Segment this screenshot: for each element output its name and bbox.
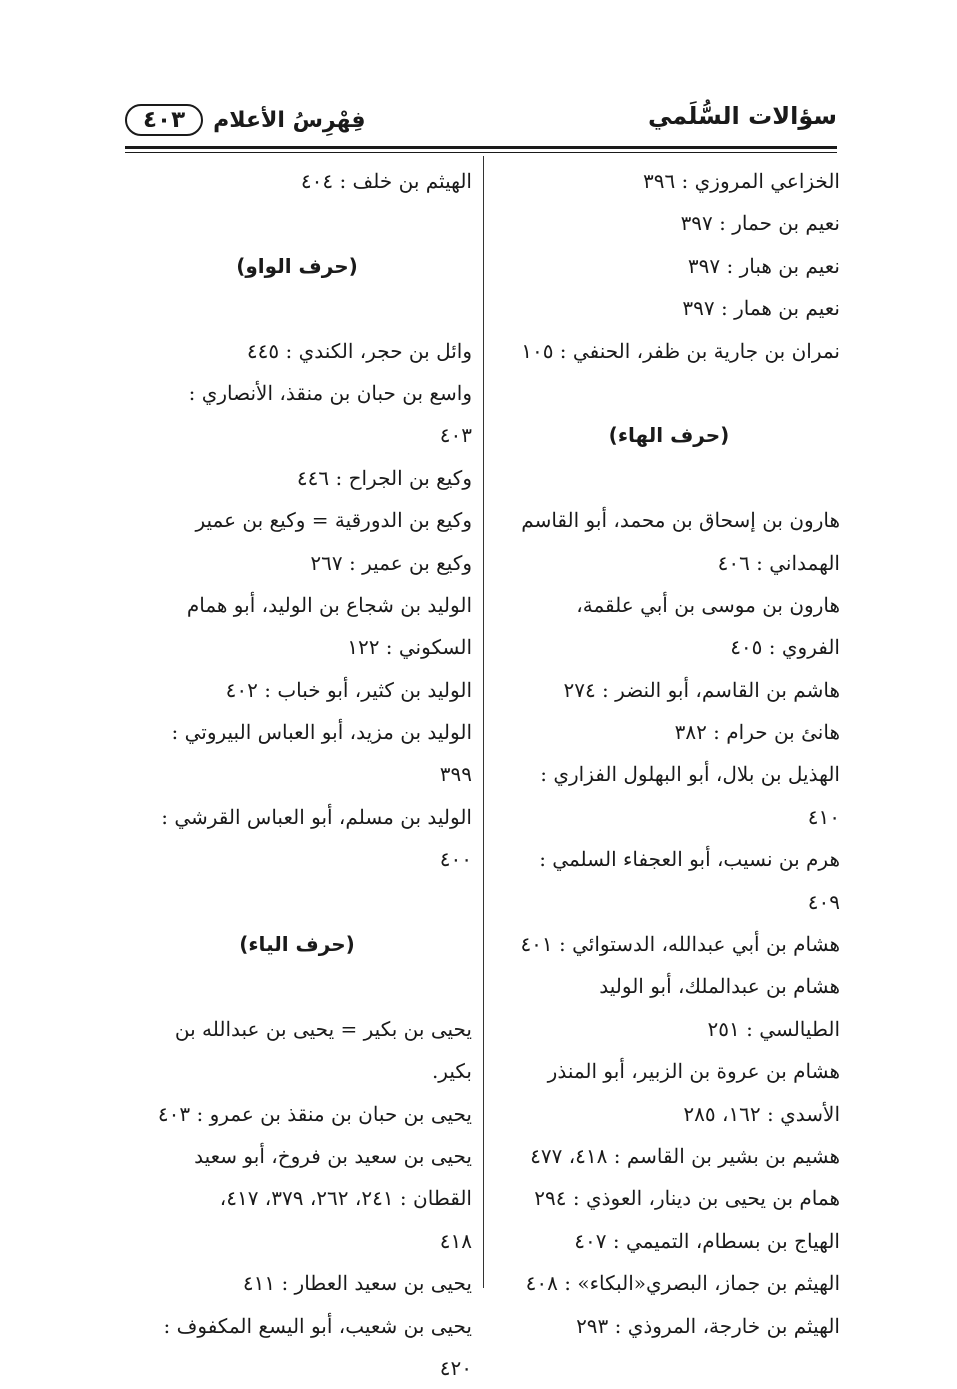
index-entry: هاشم بن القاسم، أبو النضر : ٢٧٤ xyxy=(563,677,840,702)
index-entry: الوليد بن كثير، أبو خباب : ٤٠٢ xyxy=(225,677,472,702)
index-entry: هشام بن عبدالملك، أبو الوليد xyxy=(599,974,840,999)
index-entry: يحيى بن بكير = يحيى بن عبدالله بن xyxy=(174,1016,472,1041)
index-entry: هرم بن نسيب، أبو العجفاء السلمي : xyxy=(539,847,840,872)
index-entry-continuation: ٤١٨ xyxy=(439,1228,472,1253)
header-section-group xyxy=(125,98,366,142)
letter-heading: (حرف الواو) xyxy=(236,253,358,278)
index-entry: الهيثم بن جماز، البصري«البكاء» : ٤٠٨ xyxy=(525,1271,840,1296)
index-entry: هشيم بن بشير بن القاسم : ٤١٨، ٤٧٧ xyxy=(530,1143,840,1168)
spacer xyxy=(122,287,472,329)
index-entry-continuation: الطيالسي : ٢٥١ xyxy=(707,1016,840,1041)
index-entry: واسع بن حبان بن منقذ، الأنصاري : xyxy=(188,380,472,405)
page-number: ٤٠٣ xyxy=(125,104,203,136)
spacer xyxy=(122,202,472,244)
section-title: فِهْرِسُ الأعلام xyxy=(213,107,366,133)
index-entry-continuation: الأسدي : ١٦٢، ٢٨٥ xyxy=(683,1101,840,1126)
index-entry-continuation: ٤٠٠ xyxy=(439,847,472,872)
index-entry: هارون بن إسحاق بن محمد، أبو القاسم xyxy=(521,508,840,533)
spacer xyxy=(122,965,472,1007)
index-entry-continuation: الهمداني : ٤٠٦ xyxy=(717,550,840,575)
index-entry: وكيع بن الدورقية = وكيع بن عمير xyxy=(195,508,472,533)
index-entry: وكيع بن الجراح : ٤٤٦ xyxy=(296,465,472,490)
index-entry: يحيى بن سعيد العطار : ٤١١ xyxy=(242,1271,472,1296)
page-header xyxy=(125,98,837,144)
right-column xyxy=(498,160,840,1347)
index-entry: وكيع بن عمير : ٢٦٧ xyxy=(310,550,472,575)
left-column xyxy=(122,160,472,1389)
index-entry: يحيى بن حبان بن منقذ بن عمرو : ٤٠٣ xyxy=(157,1101,472,1126)
index-entry: نعيم بن همار : ٣٩٧ xyxy=(682,296,840,321)
index-entry: الوليد بن مزيد، أبو العباس البيروتي : xyxy=(171,720,472,745)
index-entry-continuation: الفروي : ٤٠٥ xyxy=(730,635,840,660)
index-entry: الهياج بن بسطام، التميمي : ٤٠٧ xyxy=(574,1228,840,1253)
index-entry-continuation: ٤٠٣ xyxy=(439,423,472,448)
index-entry: هشام بن عروة بن الزبير، أبو المنذر xyxy=(547,1059,840,1084)
index-entry-continuation: بكير. xyxy=(431,1059,472,1084)
header-rule-thick xyxy=(125,146,837,149)
book-title: سؤالات السُّلَمي xyxy=(647,102,837,130)
spacer xyxy=(122,881,472,923)
index-entry: الهيثم بن خلف : ٤٠٤ xyxy=(300,169,472,193)
index-entry: وائل بن حجر، الكندي : ٤٤٥ xyxy=(246,338,472,363)
index-entry: هانئ بن حرام : ٣٨٢ xyxy=(674,720,840,745)
index-entry: نعيم بن حمار : ٣٩٧ xyxy=(680,211,840,236)
spacer xyxy=(498,457,840,499)
index-entry-continuation: ٣٩٩ xyxy=(439,762,472,787)
header-rule-thin xyxy=(125,152,837,153)
index-entry: هارون بن موسى بن أبي علقمة، xyxy=(576,592,840,617)
index-entry: الخزاعي المروزي : ٣٩٦ xyxy=(642,169,840,193)
column-divider xyxy=(483,156,484,1288)
index-entry-continuation: ٤٢٠ xyxy=(439,1355,472,1380)
index-entry: الهيثم بن خارجة، المروذي : ٢٩٣ xyxy=(576,1313,840,1338)
index-entry: همام بن يحيى بن دينار، العوذي : ٢٩٤ xyxy=(534,1186,840,1211)
index-entry: هشام بن أبي عبدالله، الدستوائي : ٤٠١ xyxy=(520,932,840,957)
index-entry-continuation: ٤٠٩ xyxy=(807,889,840,914)
index-entry-continuation: ٤١٠ xyxy=(807,804,840,829)
index-entry: الهذيل بن بلال، أبو البهلول الفزاري : xyxy=(540,762,840,787)
index-entry: يحيى بن سعيد بن فروخ، أبو سعيد xyxy=(194,1143,472,1168)
letter-heading: (حرف الهاء) xyxy=(608,423,730,448)
index-entry: الوليد بن مسلم، أبو العباس القرشي : xyxy=(161,804,472,829)
index-entry: يحيى بن شعيب، أبو اليسع المكفوف : xyxy=(163,1313,472,1338)
letter-heading: (حرف الياء) xyxy=(239,932,355,957)
index-entry-continuation: القطان : ٢٤١، ٢٦٢، ٣٧٩، ٤١٧، xyxy=(219,1186,472,1211)
index-entry: الوليد بن شجاع بن الوليد، أبو همام xyxy=(186,592,472,617)
index-entry-continuation: السكوني : ١٢٢ xyxy=(347,635,472,660)
spacer xyxy=(498,372,840,414)
index-entry: نعيم بن هبار : ٣٩٧ xyxy=(687,253,840,278)
index-entry: نمران بن جارية بن ظفر، الحنفي : ١٠٥ xyxy=(521,338,840,363)
